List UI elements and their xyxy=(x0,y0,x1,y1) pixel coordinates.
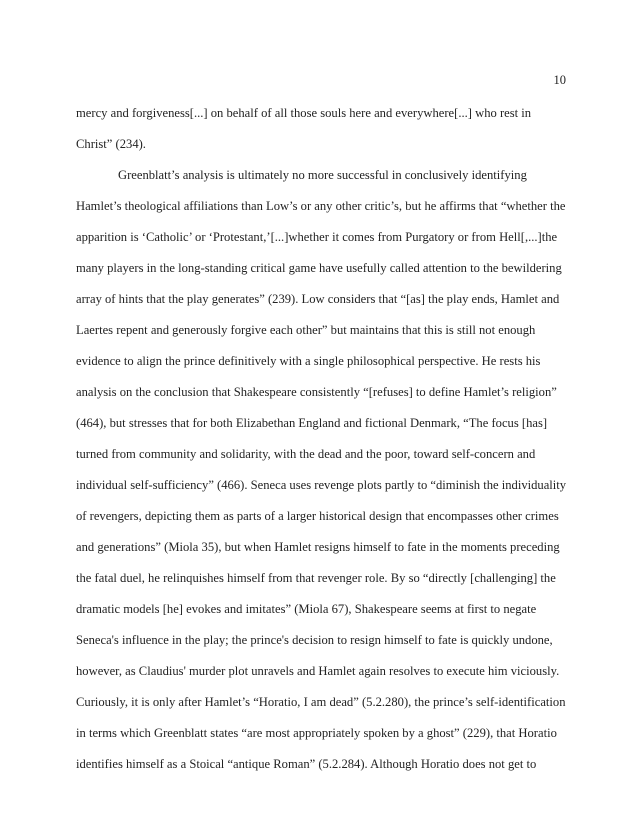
text-line: Christ” (234). xyxy=(76,137,146,151)
text-line: however, as Claudius' murder plot unravels and Hamlet again resolves to execute him viciously. xyxy=(76,664,560,678)
text-line: Hamlet’s theological affiliations than Low’s or any other critic’s, but he affirms that “whether the xyxy=(76,199,566,213)
text-line: turned from community and solidarity, with the dead and the poor, toward self-concern and xyxy=(76,447,536,461)
text-line: (464), but stresses that for both Elizabethan England and fictional Denmark, “The focus [has] xyxy=(76,416,548,430)
text-line: the fatal duel, he relinquishes himself from that revenger role. By so “directly [challenging] the xyxy=(76,571,556,585)
text-line: of revengers, depicting them as parts of a larger historical design that encompasses other crimes xyxy=(76,509,559,523)
text-line: evidence to align the prince definitively with a single philosophical perspective. He rests his xyxy=(76,354,541,368)
paragraph-first-line: Greenblatt’s analysis is ultimately no more successful in conclusively identifying xyxy=(118,168,527,182)
text-line: individual self-sufficiency” (466). Seneca uses revenge plots partly to “diminish the individuality xyxy=(76,478,567,492)
text-line: Laertes repent and generously forgive each other” but maintains that this is still not enough xyxy=(76,323,536,337)
text-line: Curiously, it is only after Hamlet’s “Horatio, I am dead” (5.2.280), the prince’s self-identification xyxy=(76,695,566,709)
text-line: dramatic models [he] evokes and imitates” (Miola 67), Shakespeare seems at first to negate xyxy=(76,602,537,616)
text-line: mercy and forgiveness[...] on behalf of all those souls here and everywhere[...] who rest in xyxy=(76,106,532,120)
page-number: 10 xyxy=(553,73,566,87)
text-line: analysis on the conclusion that Shakespeare consistently “[refuses] to define Hamlet’s religion” xyxy=(76,385,557,399)
text-line: array of hints that the play generates” (239). Low considers that “[as] the play ends, Hamlet and xyxy=(76,292,560,306)
text-line: Seneca's influence in the play; the prince's decision to resign himself to fate is quickly undone, xyxy=(76,633,553,647)
text-line: many players in the long-standing critical game have usefully called attention to the bewildering xyxy=(76,261,562,275)
text-line: in terms which Greenblatt states “are most appropriately spoken by a ghost” (229), that Horatio xyxy=(76,726,557,740)
text-line: identifies himself as a Stoical “antique Roman” (5.2.284). Although Horatio does not get to xyxy=(76,757,537,771)
text-line: apparition is ‘Catholic’ or ‘Protestant,’[...]whether it comes from Purgatory or from Hell[,...]the xyxy=(76,230,558,244)
text-line: and generations” (Miola 35), but when Hamlet resigns himself to fate in the moments preceding xyxy=(76,540,560,554)
